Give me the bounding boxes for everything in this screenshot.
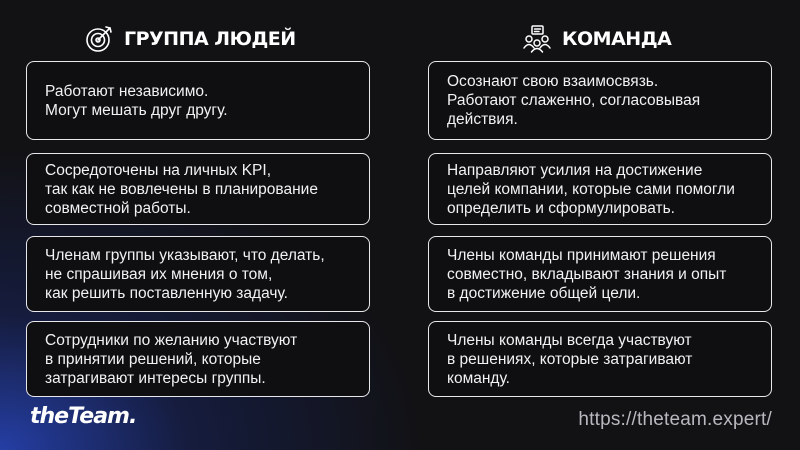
website-url[interactable]: https://theteam.expert/ (578, 409, 772, 430)
group-header (84, 22, 296, 56)
brand-logo: theTeam. (30, 404, 137, 429)
group-card (26, 321, 370, 397)
team-card-text: Направляют усилия на достижение целей компании, которые сами помогли определить и сформулировать. (447, 161, 735, 217)
team-header (522, 22, 671, 56)
team-card (428, 321, 772, 397)
team-card-text: Члены команды принимают решения совместно, вкладывают знания и опыт в достижение общей цели. (447, 246, 727, 302)
team-card (428, 61, 772, 140)
group-title: ГРУППА ЛЮДЕЙ (124, 28, 296, 50)
team-people-icon (522, 24, 552, 54)
team-card (428, 153, 772, 225)
group-card (26, 236, 370, 312)
group-card (26, 61, 370, 140)
team-card-text: Осознают свою взаимосвязь. Работают слаженно, согласовывая действия. (447, 73, 701, 128)
group-card-text: Членам группы указывают, что делать, не спрашивая их мнения о том, как решить поставленную задачу. (45, 246, 325, 302)
group-card (26, 153, 370, 225)
team-title: КОМАНДА (562, 28, 672, 50)
team-card-text: Члены команды всегда участвуют в решениях, которые затрагивают команду. (447, 331, 693, 387)
target-dart-icon (84, 24, 114, 54)
team-card (428, 236, 772, 312)
group-card-text: Сотрудники по желанию участвуют в принятии решений, которые затрагивают интересы группы. (45, 331, 298, 387)
group-card-text: Работают независимо. Могут мешать друг другу. (45, 82, 228, 119)
group-card-text: Сосредоточены на личных KPI, так как не вовлечены в планирование совместной работы. (45, 161, 318, 217)
